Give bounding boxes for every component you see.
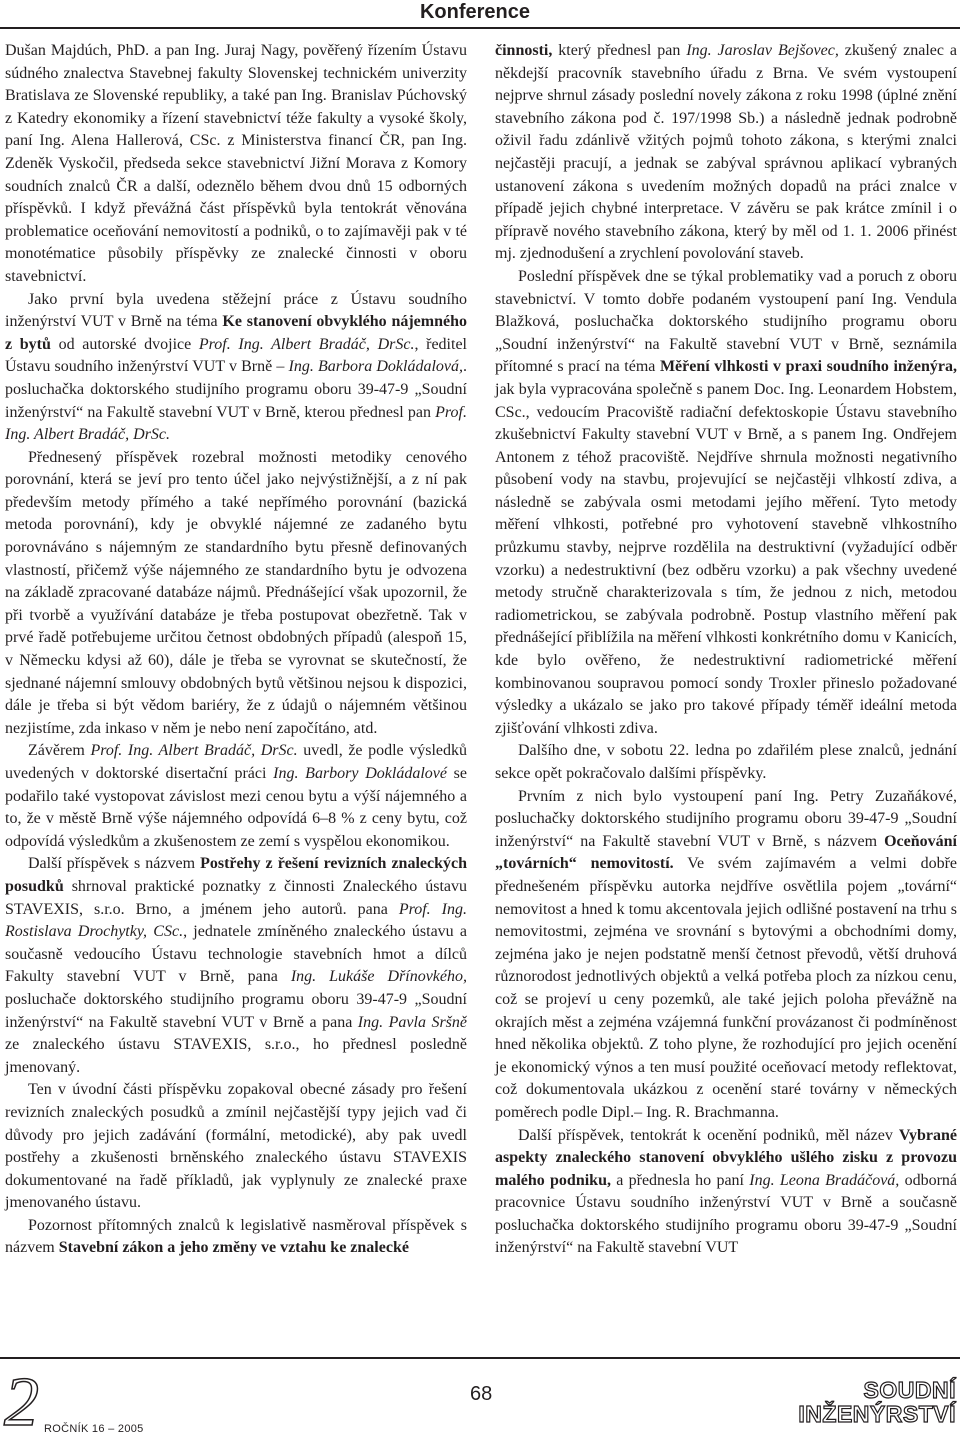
volume-number: 2 bbox=[4, 1364, 39, 1441]
page-header bbox=[0, 0, 960, 30]
page-number: 68 bbox=[470, 1383, 493, 1405]
paragraph: Závěrem Prof. Ing. Albert Bradáč, DrSc. uvedl, že podle výsledků uvedených v doktorské disertační práci Ing. Barbory Dokládalové se podařilo také vystopovat závislost mezi cenou bytu a výší nájemného a to, že v městě Brně výše nájemného odpovídá 6–8 % z ceny bytu, což odpovídá výsledkům a zkušenostem ze zemí s vyspělou ekonomikou. bbox=[5, 742, 468, 850]
paragraph: Poslední příspěvek dne se týkal problematiky vad a poruch z oboru stavebnictví. V tomto dobře podaném vystoupení paní Ing. Vendula Blažková, posluchačka doktorského studijního programu oboru „Soudní inženýrství“ na Fakultě stavební VUT v Brně, seznámila přítomné s prací na téma Měření vlhkosti v praxi soudního inženýra, jak byla vypracována společně s panem Doc. Ing. Leonardem Hobstem, CSc., vedoucím Pracoviště radiační defektoskopie Ústavu stavebního zkušebnictví Fakulty stavební VUT v Brně, a s panem Ing. Ondřejem Antonem z téhož pracoviště. Nejdříve shrnula možnosti negativního působení vody na stavbu, projevující se nejčastěji vlhkostí zdiva, a následně se zabývala osmi metodami jejího měření. Tyto metody měření vlhkosti, potřebné pro vyhotovení stavebně vlhkostního průzkumu stavby, nejprve rozdělila na destruktivní (vyžadující odběr vzorku) a nedestruktivní (bez odběru vzorku) a pak všechny uvedené metody stručně charakterizovala s tím, že jednou z nich, metodou radiometrickou, se zabývala podrobně. Postup vlastního měření pak přednášející přiblížila na měření vlhkosti konkrétního domu v Kanicích, kde bylo ověřeno, že nedestruktivní radiometrické měření kombinovanou soupravou pomocí sondy Troxler přineslo požadované výsledky a ukázalo se jako pro takové případy téměř ideální metoda zjišťování vlhkosti zdiva. bbox=[495, 267, 957, 737]
right-column bbox=[495, 40, 957, 1260]
header-rule bbox=[0, 27, 960, 29]
section-title: Konference bbox=[419, 1, 530, 23]
paragraph: Ten v úvodní části příspěvku zopakoval obecné zásady pro řešení revizních znaleckých posudků a zmínil nejčastější typy jejich vad či důvody pro jejich zadávání (formální, metodické), aby pak uvedl postřehy a zkušenosti brněnského znaleckého ústavu STAVEXIS dokumentované na řadě příkladů, jak vyplynuly ze znalecké praxe jmenovaného ústavu. bbox=[5, 1081, 467, 1212]
paragraph: Dalšího dne, v sobotu 22. ledna po zdařilém plese znalců, jednání sekce opět pokračovalo dalšími příspěvky. bbox=[495, 742, 957, 782]
journal-logo bbox=[798, 1378, 956, 1426]
paragraph: Další příspěvek s názvem Postřehy z řešení revizních znaleckých posudků shrnoval praktické poznatky z činnosti Znaleckého ústavu STAVEXIS, s.r.o. Brno, a jménem jeho autorů. pana Prof. Ing. Rostislava Drochytky, CSc., jednatele zmíněného znaleckého ústavu a současně vedoucího Ústavu technologie stavebních hmot a dílců Fakulty stavební VUT v Brně, pana Ing. Lukáše Dřínovkého, posluchače doktorského studijního programu oboru 39-47-9 „Soudní inženýrství“ na Fakultě stavební VUT v Brně a pana Ing. Pavla Sršně ze znaleckého ústavu STAVEXIS, s.r.o., ho přednesl posledně jmenovaný. bbox=[5, 855, 467, 1076]
paragraph: Pozornost přítomných znalců k legislativě nasměroval příspěvek s názvem Stavební zákon a jeho změny ve vztahu ke znalecké bbox=[5, 1216, 467, 1257]
volume-label: ROČNÍK 16 – 2005 bbox=[44, 1423, 144, 1435]
logo-line-2: INŽENÝRSTVÍ bbox=[798, 1401, 956, 1427]
paragraph: Další příspěvek, tentokrát k ocenění podniků, měl název Vybrané aspekty znaleckého stanovení obvyklého ušlého zisku z provozu malého podniku, a přednesla ho paní Ing. Leona Bradáčová, odborná pracovnice Ústavu soudního inženýrství VUT v Brně a současně posluchačka doktorského studijního programu oboru 39-47-9 „Soudní inženýrství“ na Fakultě stavební VUT bbox=[495, 1126, 958, 1257]
paragraph: Jako první byla uvedena stěžejní práce z Ústavu soudního inženýrství VUT v Brně na téma Ke stanovení obvyklého nájemného z bytů od autorské dvojice Prof. Ing. Albert Bradáč, DrSc., ředitel Ústavu soudního inženýrství VUT v Brně – Ing. Barbora Dokládalová,. posluchačka doktorského studijního programu oboru 39-47-9 „Soudní inženýrství“ na Fakultě stavební VUT v Brně, kterou přednesl pan Prof. Ing. Albert Bradáč, DrSc. bbox=[5, 290, 468, 444]
paragraph: Prvním z nich bylo vystoupení paní Ing. Petry Zuzaňákové, posluchačky doktorského studijního programu oboru 39-47-9 „Soudní inženýrství“ na Fakultě stavební VUT v Brně, s názvem Oceňování „továrních“ nemovitostí. Ve svém zajímavém a velmi dobře přednešeném příspěvku autorka nejdříve osvětlila pojem „tovární“ nemovitost a hned k tomu akcentovala jejich odlišné postavení na trhu s nemovitostmi, zejména ve srovnání s bytovými a obchodními domy, zejména jako je nejen podstatně menší četnost převodů, větší druhová různorodost jednotlivých objektů a velká potřeba ploch za nízkou cenu, což se projeví u ceny pozemků, ale také jejich poloha převážně na okrajích měst a zejména vzájemná funkční provázanost či podmíněnost hned několika objektů. Z toho plyne, že rozhodující pro jejich ocenění je ekonomický výnos a ten musí použité oceňovací metody reflektovat, což dokumentovala ukázkou z ocenění staré továrny v německých poměrech podle Dipl.– Ing. R. Brachmanna. bbox=[495, 787, 958, 1121]
paragraph: Přednesený příspěvek rozebral možnosti metodiky cenového porovnání, která se jeví pro tento účel jako nejvýstižnější, a z ní pak především metody přímého a také nepřímého porovnání (bazická metoda porovnání), kdy je obvyklé nájemné ze zadaného bytu porovnáváno s nájemným ze standardního bytu přesně definovaných vlastností, přičemž výše nájemného ze standardního bytu je odvozena na základě zpracované databáze nájmů. Přednášející však upozornil, že při tvorbě a využívání databáze je třeba postupovat obezřetně. Tak v prvé řadě potřebujeme určitou četnost obdobných případů (alespoň 15, v Německu kdysi až 60), dále je třeba se vyrovnat se skutečností, že sjednané nájemní smlouvy obdobných bytů většinou nejsou k dispozici, dále je třeba si být vědom bariéry, že z údajů o nájemném většinou nezjistíme, zda inkaso v něm je nebo není započítáno, atd. bbox=[5, 448, 467, 737]
paragraph: činnosti, který přednesl pan Ing. Jaroslav Bejšovec, zkušený znalec a někdejší pracovník stavebního úřadu z Brna. Ve svém vystoupení nejprve shrnul zásady poslední novely zákona z roku 1998 (úplné znění stavebního zákona pod č. 197/1998 Sb.) a následně jednak podrobně oživil řadu zdánlivě vžitých pojmů tohoto zákona, s kterými znalci nejčastěji pracují, a jednak se zabýval správnou aplikací vybraných ustanovení zákona s uvedením možných dopadů na práci znalce v případě jejich chybné interpretace. V závěru se pak krátce zmínil i o přípravě nového stavebního zákona, který by měl od 1. 1. 2006 přinést mj. zjednodušení a zrychlení povolování staveb. bbox=[495, 42, 958, 263]
paragraph: Dušan Majdúch, PhD. a pan Ing. Juraj Nagy, pověřený řízením Ústavu súdného znalectva Stavebnej fakulty Slovenskej technickém univerzity Bratislava ze Slovenské republiky, a také pan Ing. Branislav Púchovský z Katedry ekonomiky a řízení stavebnictví téže fakulty a vysoké školy, paní Ing. Alena Hallerová, CSc. z Ministerstva financí ČR, pan Ing. Zdeněk Vyskočil, předseda sekce stavebnictví Jižní Morava z Komory soudních znalců ČR a další, odeznělo během dvou dnů 15 odborných příspěvků. I když převážná část příspěvků byla tentokrát věnována problematice oceňování nemovitostí a podniků, o to zajímavěji pak v té monotématice působily příspěvky ze znalecké činnosti v oboru stavebnictví. bbox=[5, 42, 467, 285]
logo-line-1: SOUDNÍ bbox=[863, 1377, 956, 1403]
left-column bbox=[5, 40, 467, 1260]
